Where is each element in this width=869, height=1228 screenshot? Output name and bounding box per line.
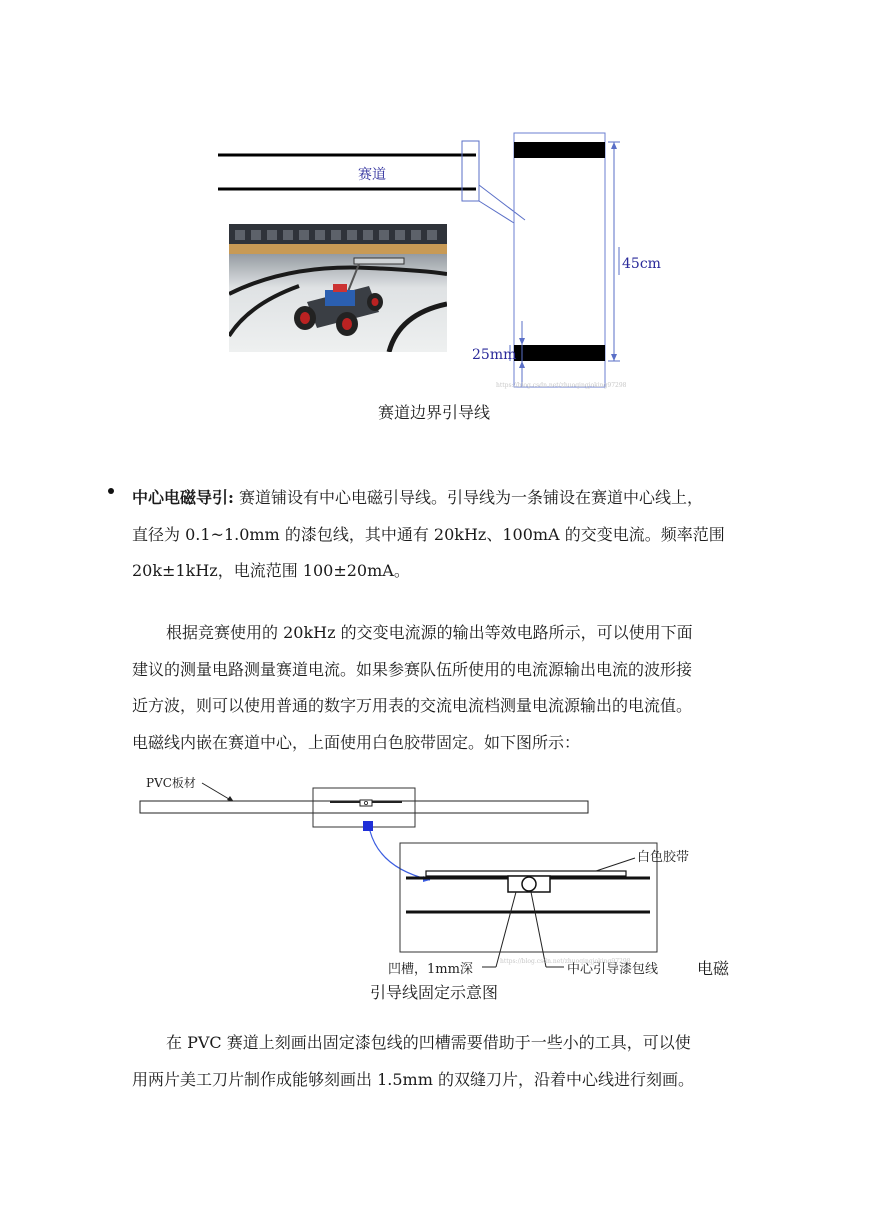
paragraph-groove-tool xyxy=(132,1025,742,1098)
paragraph1-line-2: 建议的测量电路测量赛道电流。如果参赛队伍所使用的电流源输出电流的波形接 xyxy=(132,659,693,679)
paragraph1-line-4: 电磁线内嵌在赛道中心，上面使用白色胶带固定。如下图所示： xyxy=(132,732,581,752)
bullet-line-1: 赛道铺设有中心电磁引导线。引导线为一条铺设在赛道中心线上， xyxy=(239,488,704,507)
dim-45cm-label: 45cm xyxy=(622,256,661,272)
paragraph2-line-2: 用两片美工刀片制作成能够刻画出 1.5mm 的双缝刀片，沿着中心线进行刻画。 xyxy=(132,1069,694,1089)
figure2-caption: 引导线固定示意图 xyxy=(369,983,498,1002)
bullet-marker xyxy=(108,488,114,494)
bullet-term: 中心电磁导引 xyxy=(132,488,229,507)
groove-label: 凹槽，1mm深 xyxy=(388,962,473,977)
paragraph1-line-3: 近方波，则可以使用普通的数字万用表的交流电流档测量电流源输出的电流值。 xyxy=(132,696,693,715)
paragraph-measurement xyxy=(132,615,742,761)
figure1-caption: 赛道边界引导线 xyxy=(377,403,490,422)
bullet-paragraph xyxy=(132,480,742,590)
smart-car-photo xyxy=(229,224,447,352)
figure2-watermark: https://blog.csdn.net/zhuoqingjoking97298 xyxy=(500,958,631,965)
track-label: 赛道 xyxy=(358,167,386,183)
guide-wire-fixing-diagram xyxy=(130,770,750,985)
bullet-line-2: 直径为 0.1~1.0mm 的漆包线，其中通有 20kHz、100mA 的交变电流。频率范围 xyxy=(132,524,725,544)
bullet-colon: : xyxy=(228,488,234,507)
tape-label: 白色胶带 xyxy=(637,850,690,865)
figure1-watermark: https://blog.csdn.net/zhuoqingjoking97298 xyxy=(496,382,627,389)
paragraph2-line-1: 在 PVC 赛道上刻画出固定漆包线的凹槽需要借助于一些小的工具，可以使 xyxy=(166,1033,691,1052)
pvc-label: PVC板材 xyxy=(146,776,196,790)
bullet-line-3: 20k±1kHz，电流范围 100±20mA。 xyxy=(132,561,410,580)
paragraph1-line-1: 根据竞赛使用的 20kHz 的交变电流源的输出等效电路所示，可以使用下面 xyxy=(166,623,693,642)
dim-25mm-label: 25mm xyxy=(472,347,517,363)
wire-label: 中心引导漆包线 xyxy=(567,962,659,977)
figure2-caption-tail: 电磁 xyxy=(697,959,730,978)
